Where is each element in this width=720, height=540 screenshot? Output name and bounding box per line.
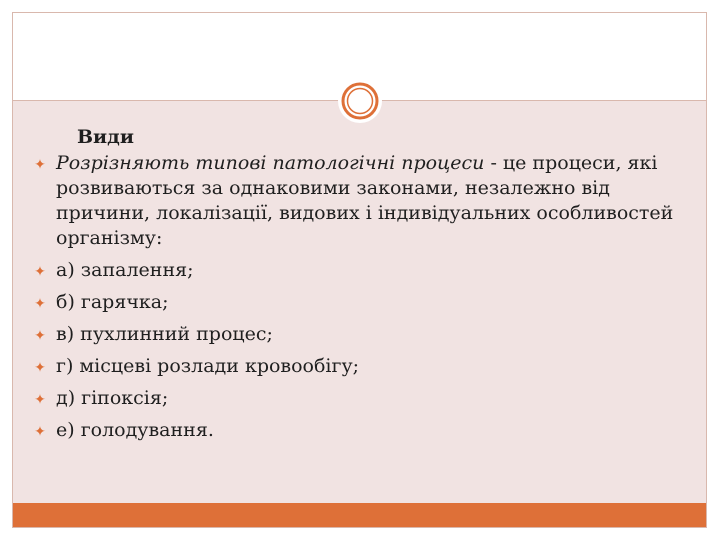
slide-body	[30, 125, 690, 450]
diamond-bullet-icon: ✦	[34, 157, 46, 173]
diamond-bullet-icon: ✦	[34, 392, 46, 408]
diamond-bullet-icon: ✦	[34, 296, 46, 312]
list-item	[30, 258, 690, 283]
diamond-bullet-icon: ✦	[34, 360, 46, 376]
definition-text: - це процеси, які розвиваються за однаковими законами, незалежно від причини, локалізації, видових і індивідуальних особливостей організму:	[56, 152, 674, 249]
bullet-list	[30, 151, 690, 443]
list-item-label: а) запалення;	[56, 259, 194, 281]
list-item	[30, 322, 690, 347]
diamond-bullet-icon: ✦	[34, 328, 46, 344]
list-item	[30, 151, 690, 251]
bottom-accent-bar	[13, 503, 706, 527]
list-item-label: г) місцеві розлади кровообігу;	[56, 355, 360, 377]
list-item	[30, 354, 690, 379]
list-item-label: д) гіпоксія;	[56, 387, 169, 409]
diamond-bullet-icon: ✦	[34, 264, 46, 280]
list-item	[30, 386, 690, 411]
list-item-label: б) гарячка;	[56, 291, 169, 313]
list-item-label: в) пухлинний процес;	[56, 323, 273, 345]
list-item-label: е) голодування.	[56, 419, 214, 441]
definition-term: Розрізняють типові патологічні процеси	[56, 152, 485, 174]
list-item	[30, 418, 690, 443]
slide-heading: Види	[77, 126, 134, 148]
list-item	[30, 290, 690, 315]
ornament-ring-icon	[337, 78, 383, 124]
diamond-bullet-icon: ✦	[34, 424, 46, 440]
